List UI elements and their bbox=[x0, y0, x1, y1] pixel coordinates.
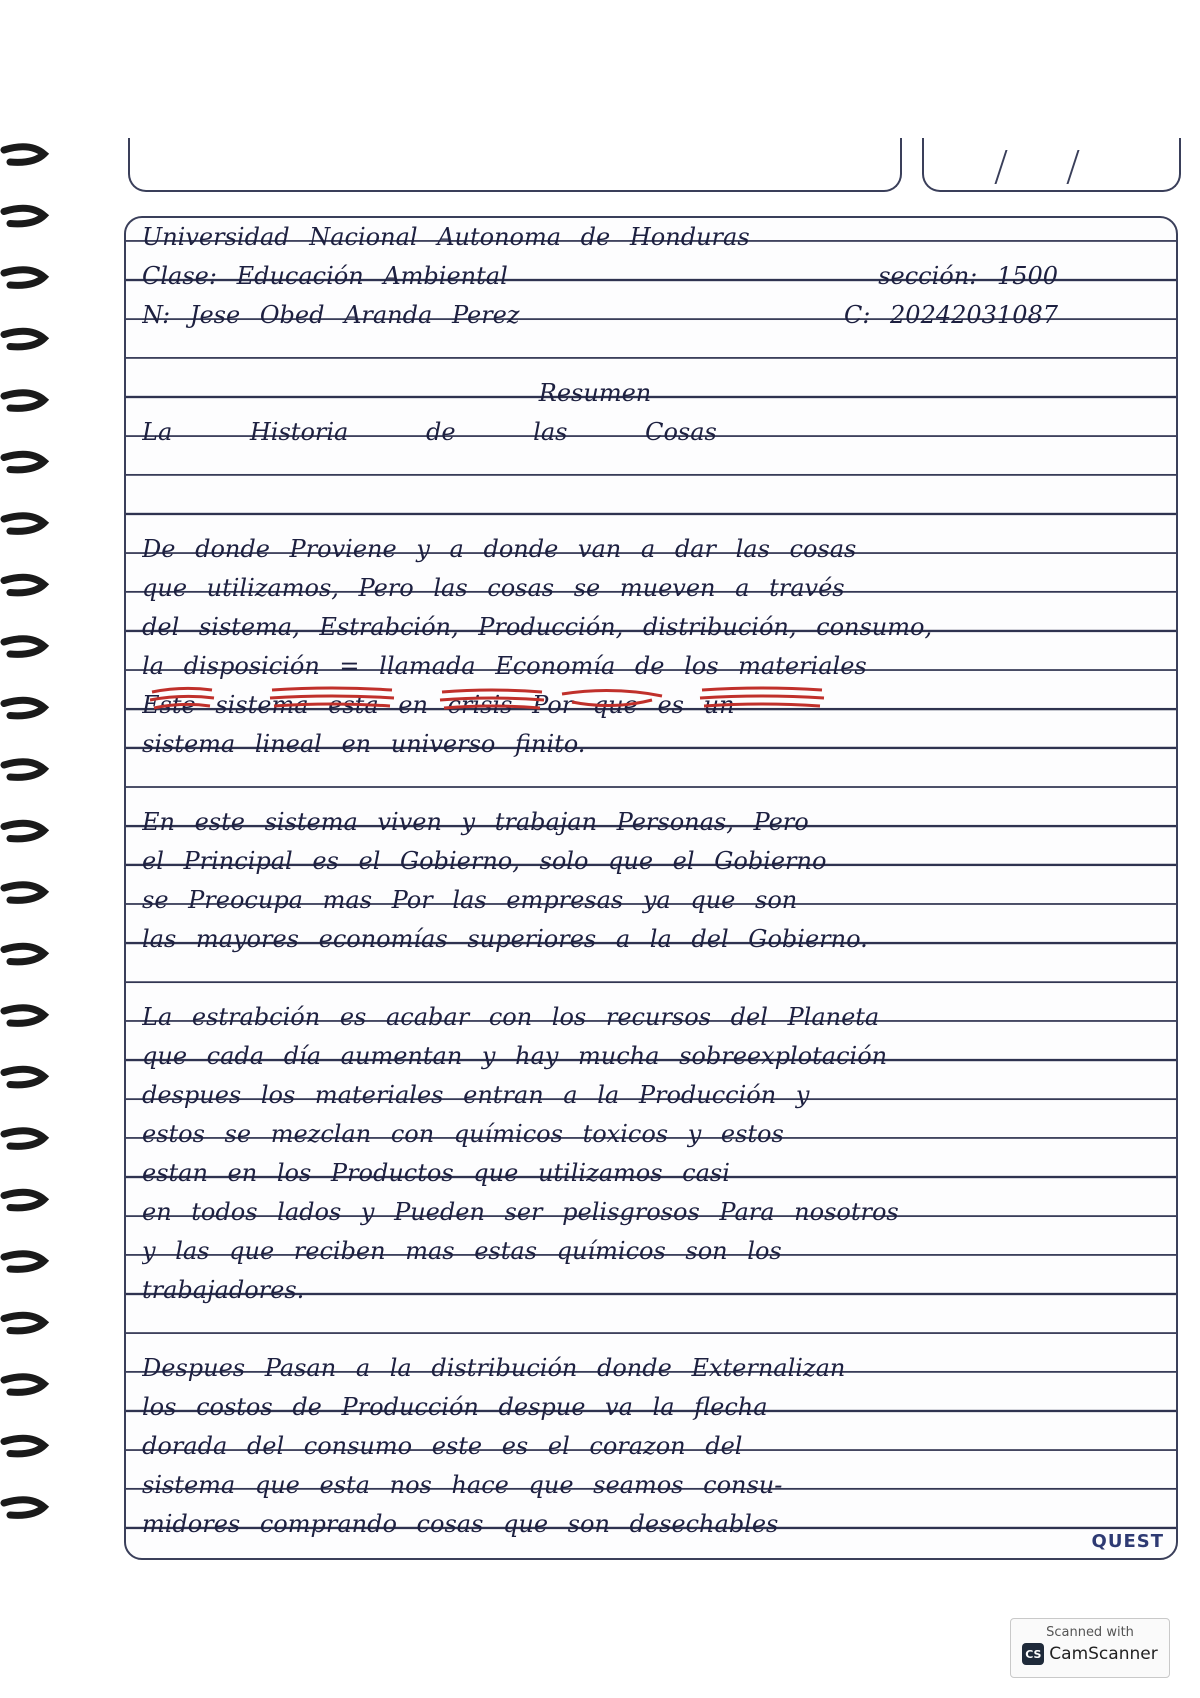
blank-line bbox=[142, 491, 1168, 530]
spiral-ring bbox=[4, 270, 44, 286]
spiral-ring bbox=[4, 147, 44, 163]
spiral-ring bbox=[4, 1008, 44, 1024]
note-line: las mayores economías superiores a la del Gobierno. bbox=[142, 925, 868, 953]
note-line: dorada del consumo este es el corazon del bbox=[142, 1432, 743, 1460]
university-line: Universidad Nacional Autonoma de Honduras bbox=[142, 223, 750, 251]
note-line: se Preocupa mas Por las empresas ya que son bbox=[142, 886, 798, 914]
note-line: trabajadores. bbox=[142, 1276, 305, 1304]
note-line: Este sistema esta en crisis Por que es un bbox=[142, 691, 735, 719]
spiral-ring bbox=[4, 700, 44, 716]
spiral-binding bbox=[0, 130, 60, 1560]
note-line: que utilizamos, Pero las cosas se mueven a través bbox=[142, 574, 845, 602]
note-line: En este sistema viven y trabajan Personas, Pero bbox=[142, 808, 809, 836]
resumen-label: Resumen bbox=[538, 379, 652, 407]
note-line: La estrabción es acabar con los recursos del Planeta bbox=[142, 1003, 880, 1031]
note-line: sistema que esta nos hace que seamos consu- bbox=[142, 1471, 783, 1499]
account-number: C: 20242031087 bbox=[843, 301, 1058, 329]
quest-watermark: QUEST bbox=[1091, 1531, 1164, 1552]
spiral-ring bbox=[4, 516, 44, 532]
note-line: del sistema, Estrabción, Producción, distribución, consumo, bbox=[142, 613, 933, 641]
class-row bbox=[142, 257, 1168, 296]
blank-line bbox=[142, 959, 1168, 998]
section-label: sección: 1500 bbox=[878, 262, 1058, 290]
note-line: midores comprando cosas que son desechables bbox=[142, 1510, 779, 1538]
spiral-ring bbox=[4, 454, 44, 470]
blank-line bbox=[142, 452, 1168, 491]
note-line: los costos de Producción despue va la flecha bbox=[142, 1393, 768, 1421]
note-line: y las que reciben mas estas químicos son los bbox=[142, 1237, 782, 1265]
note-line: estan en los Productos que utilizamos casi bbox=[142, 1159, 730, 1187]
spiral-ring bbox=[4, 1438, 44, 1454]
note-line: el Principal es el Gobierno, solo que el Gobierno bbox=[142, 847, 827, 875]
name-row bbox=[142, 296, 1168, 335]
note-line: en todos lados y Pueden ser pelisgrosos Para nosotros bbox=[142, 1198, 899, 1226]
spiral-ring bbox=[4, 1254, 44, 1270]
blank-line bbox=[142, 335, 1168, 374]
spiral-ring bbox=[4, 762, 44, 778]
note-line: despues los materiales entran a la Producción y bbox=[142, 1081, 810, 1109]
note-line: Despues Pasan a la distribución donde Externalizan bbox=[142, 1354, 846, 1382]
spiral-ring bbox=[4, 639, 44, 655]
scanned-with-label: Scanned with bbox=[1046, 1625, 1134, 1640]
note-line: sistema lineal en universo finito. bbox=[142, 730, 586, 758]
spiral-ring bbox=[4, 1069, 44, 1085]
notebook-page bbox=[124, 216, 1178, 1560]
note-line: estos se mezclan con químicos toxicos y estos bbox=[142, 1120, 784, 1148]
spiral-ring bbox=[4, 1500, 44, 1516]
header-box-right bbox=[922, 138, 1181, 192]
class-label: Clase: Educación Ambiental bbox=[142, 262, 508, 290]
note-line: que cada día aumentan y hay mucha sobreexplotación bbox=[142, 1042, 888, 1070]
camscanner-badge bbox=[1010, 1618, 1170, 1678]
note-line: De donde Proviene y a donde van a dar las cosas bbox=[142, 535, 857, 563]
spiral-ring bbox=[4, 1377, 44, 1393]
spiral-ring bbox=[4, 208, 44, 224]
spiral-ring bbox=[4, 885, 44, 901]
spiral-ring bbox=[4, 1192, 44, 1208]
header-box-left bbox=[128, 138, 902, 192]
student-name: N: Jese Obed Aranda Perez bbox=[142, 301, 520, 329]
spiral-ring bbox=[4, 946, 44, 962]
blank-line bbox=[142, 764, 1168, 803]
blank-line bbox=[142, 1310, 1168, 1349]
camscanner-brand bbox=[1011, 1643, 1169, 1665]
title-red-underline bbox=[142, 680, 902, 716]
camscanner-name: CamScanner bbox=[1049, 1644, 1158, 1664]
camscanner-logo-icon: CS bbox=[1022, 1643, 1044, 1665]
handwritten-notes bbox=[142, 218, 1168, 1544]
spiral-ring bbox=[4, 577, 44, 593]
document-title: La Historia de las Cosas bbox=[142, 418, 717, 446]
spiral-ring bbox=[4, 823, 44, 839]
spiral-ring bbox=[4, 1131, 44, 1147]
note-line: la disposición = llamada Economía de los materiales bbox=[142, 652, 867, 680]
spiral-ring bbox=[4, 393, 44, 409]
spiral-ring bbox=[4, 1315, 44, 1331]
spiral-ring bbox=[4, 331, 44, 347]
